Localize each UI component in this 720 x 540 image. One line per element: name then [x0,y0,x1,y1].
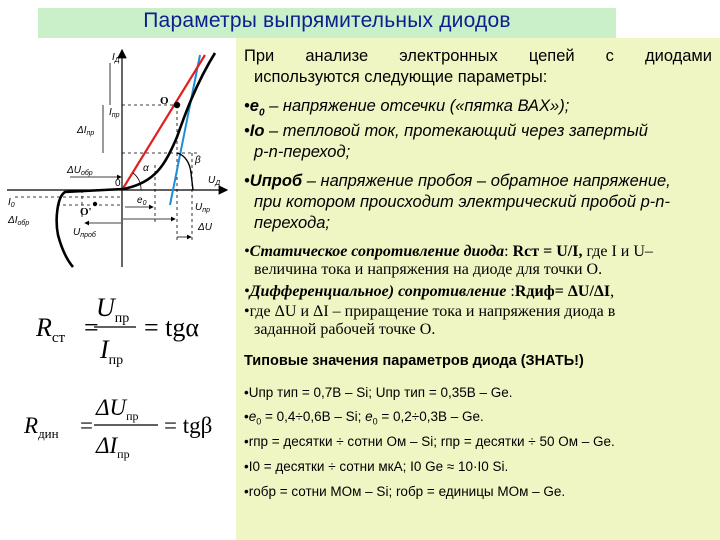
label-delta-i-obr: $\Delta I_{обр}$ [8,215,30,227]
where-text: •где ΔU и ΔI – приращение тока и напряжения диода в заданной рабочей точке О. [244,303,616,338]
svg-text:= tgα: = tgα [144,313,200,342]
diff-resistance-text: •Дифференциальное) сопротивление :Rдиф= ΔU/ΔI, [244,283,615,300]
svg-text:Iпр: $I_{пр}$ [100,335,124,368]
label-u-d: $U_Д$ [208,175,221,187]
svg-text:=: = [84,313,99,342]
intro-text: При анализе электронных цепей с диодами используются следующие параметры: [244,47,712,86]
label-i-pr: $I_{пр}$ [109,107,120,119]
label-u-probr: $U_{проб}$ [73,227,96,239]
svg-text:Rдин: $R_{дин}$ [24,413,59,441]
operating-point-o-prime [93,202,97,206]
typical-item-upr: •Uпр тип = 0,7В – Si; Uпр тип = 0,35В – Ge. [244,385,513,400]
param-i0: •Io – тепловой ток, протекающий через запертый p-n-переход; [244,122,648,161]
label-delta-i-pr: $\Delta I_{пр}$ [77,125,95,137]
label-u-pr: $U_{пр}$ [195,202,210,214]
label-i-d: $I_Д$ [112,52,120,64]
label-point-o: O [160,95,169,107]
typical-item-robr: •rобр = сотни МОм – Si; rобр = единицы МОм – Ge. [244,484,566,499]
svg-text:=: = [80,413,93,438]
diode-iv-graph [5,45,235,285]
label-point-o-prime: O' [80,206,92,218]
label-alpha: α [143,163,149,174]
operating-point-o [174,102,180,108]
page-title: Параметры выпрямительных диодов [143,9,511,32]
formula-dynamic-resistance [24,393,234,468]
label-e0: $e_0$ [137,195,147,207]
svg-text:ΔIпр: $\Delta I_{пр}$ [96,433,130,461]
formula-static-resistance [36,290,236,370]
svg-text:= tgβ: = tgβ [164,413,213,438]
param-uprob: •Uпроб – напряжение пробоя – обратное напряжение, при котором происходит электрический пробой p-n- перехода; [244,172,671,232]
static-resistance-text: •Статическое сопротивление диода: Rст = U/I, где I и U– величина тока и напряжения на диоде для точки О. [244,243,653,278]
label-beta: β [195,155,201,166]
label-i0: $I_0$ [8,197,15,209]
typical-item-i0: •I0 = десятки ÷ сотни мкА; I0 Ge ≈ 10·I0 Si. [244,459,509,474]
typical-heading: Типовые значения параметров диода (ЗНАТЬ!) [244,353,584,369]
static-line [122,55,205,190]
svg-text:Rст: $R_{ст}$ [36,313,66,346]
label-zero: 0 [115,178,121,189]
param-e0: $•e_0$ – напряжение отсечки («пятка ВАХ»); [244,97,570,119]
label-delta-u-obr: $\Delta U_{обр}$ [67,165,93,177]
typical-item-e0: $•e_0 = 0,4\div 0,6В - Si$; $e_0 = 0,2\div 0,3В - Ge$. [244,409,484,427]
typical-item-rpr: •rпр = десятки ÷ сотни Ом – Si; rпр = десятки ÷ 50 Ом – Ge. [244,434,615,449]
dynamic-tangent-line [170,55,200,205]
svg-text:Uпр: $U_{пр}$ [96,293,130,326]
svg-text:ΔUпр: $\Delta U_{пр}$ [96,395,139,423]
label-delta-u: ΔU [198,222,212,233]
